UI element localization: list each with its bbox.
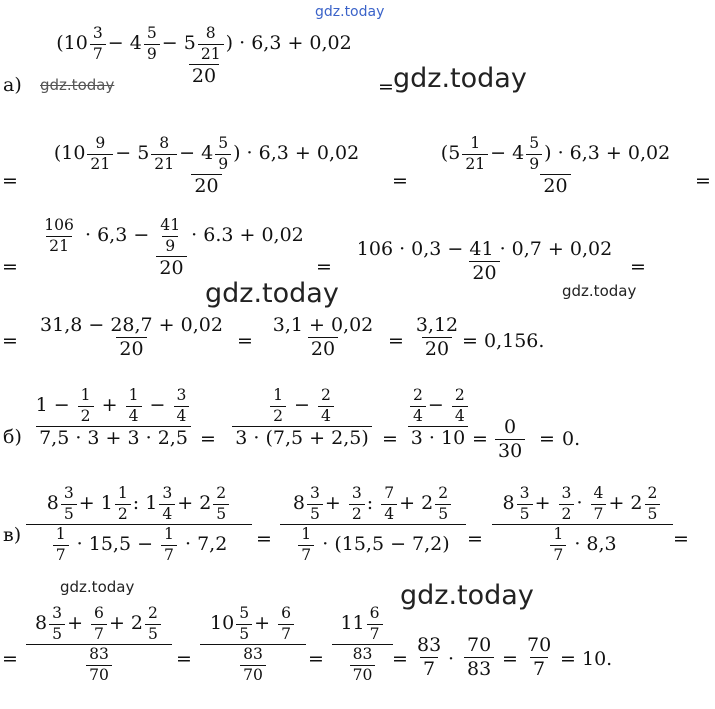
answer-a: 0,156.: [484, 330, 545, 352]
denominator: 20: [156, 256, 186, 278]
denominator: 3 · (7,5 + 2,5): [232, 426, 371, 448]
denominator: 20: [469, 261, 499, 283]
watermark-a-strike: gdz.today: [40, 76, 115, 94]
denominator: 20: [540, 174, 570, 196]
watermark-top: gdz.today: [315, 4, 385, 20]
answer-v: 10.: [582, 648, 613, 670]
equals: =: [378, 76, 394, 98]
numerator: 106 · 0,3 − 41 · 0,7 + 0,02: [356, 238, 613, 260]
denominator: 7,5 · 3 + 3 · 2,5: [36, 426, 191, 448]
denominator: 20: [422, 337, 452, 359]
watermark-mid-1: gdz.today: [205, 278, 339, 309]
numerator: 3,1 + 0,02: [272, 314, 374, 336]
denominator: 20: [189, 64, 219, 86]
denominator: 20: [308, 337, 338, 359]
watermark-v-small: gdz.today: [60, 578, 135, 596]
label-a: а): [3, 74, 22, 96]
denominator: 20: [116, 337, 146, 359]
numerator: 31,8 − 28,7 + 0,02: [40, 314, 223, 336]
watermark-v-big: gdz.today: [400, 580, 534, 611]
watermark-a-header: gdz.today: [393, 63, 527, 94]
label-v: в): [3, 524, 22, 546]
numerator: 3,12: [415, 314, 459, 336]
fraction-a-1: (10 $\frac{3}{7}$ − 4 $\frac{5}{9}$ − 5 $\frac{8}{21}$ ) · 6,3 + 0,02 20: [56, 24, 352, 88]
answer-b: 0.: [562, 428, 581, 450]
denominator: 3 · 10: [408, 426, 468, 448]
watermark-mid-2: gdz.today: [562, 282, 637, 300]
denominator: 20: [191, 174, 221, 196]
label-b: б): [3, 426, 22, 448]
